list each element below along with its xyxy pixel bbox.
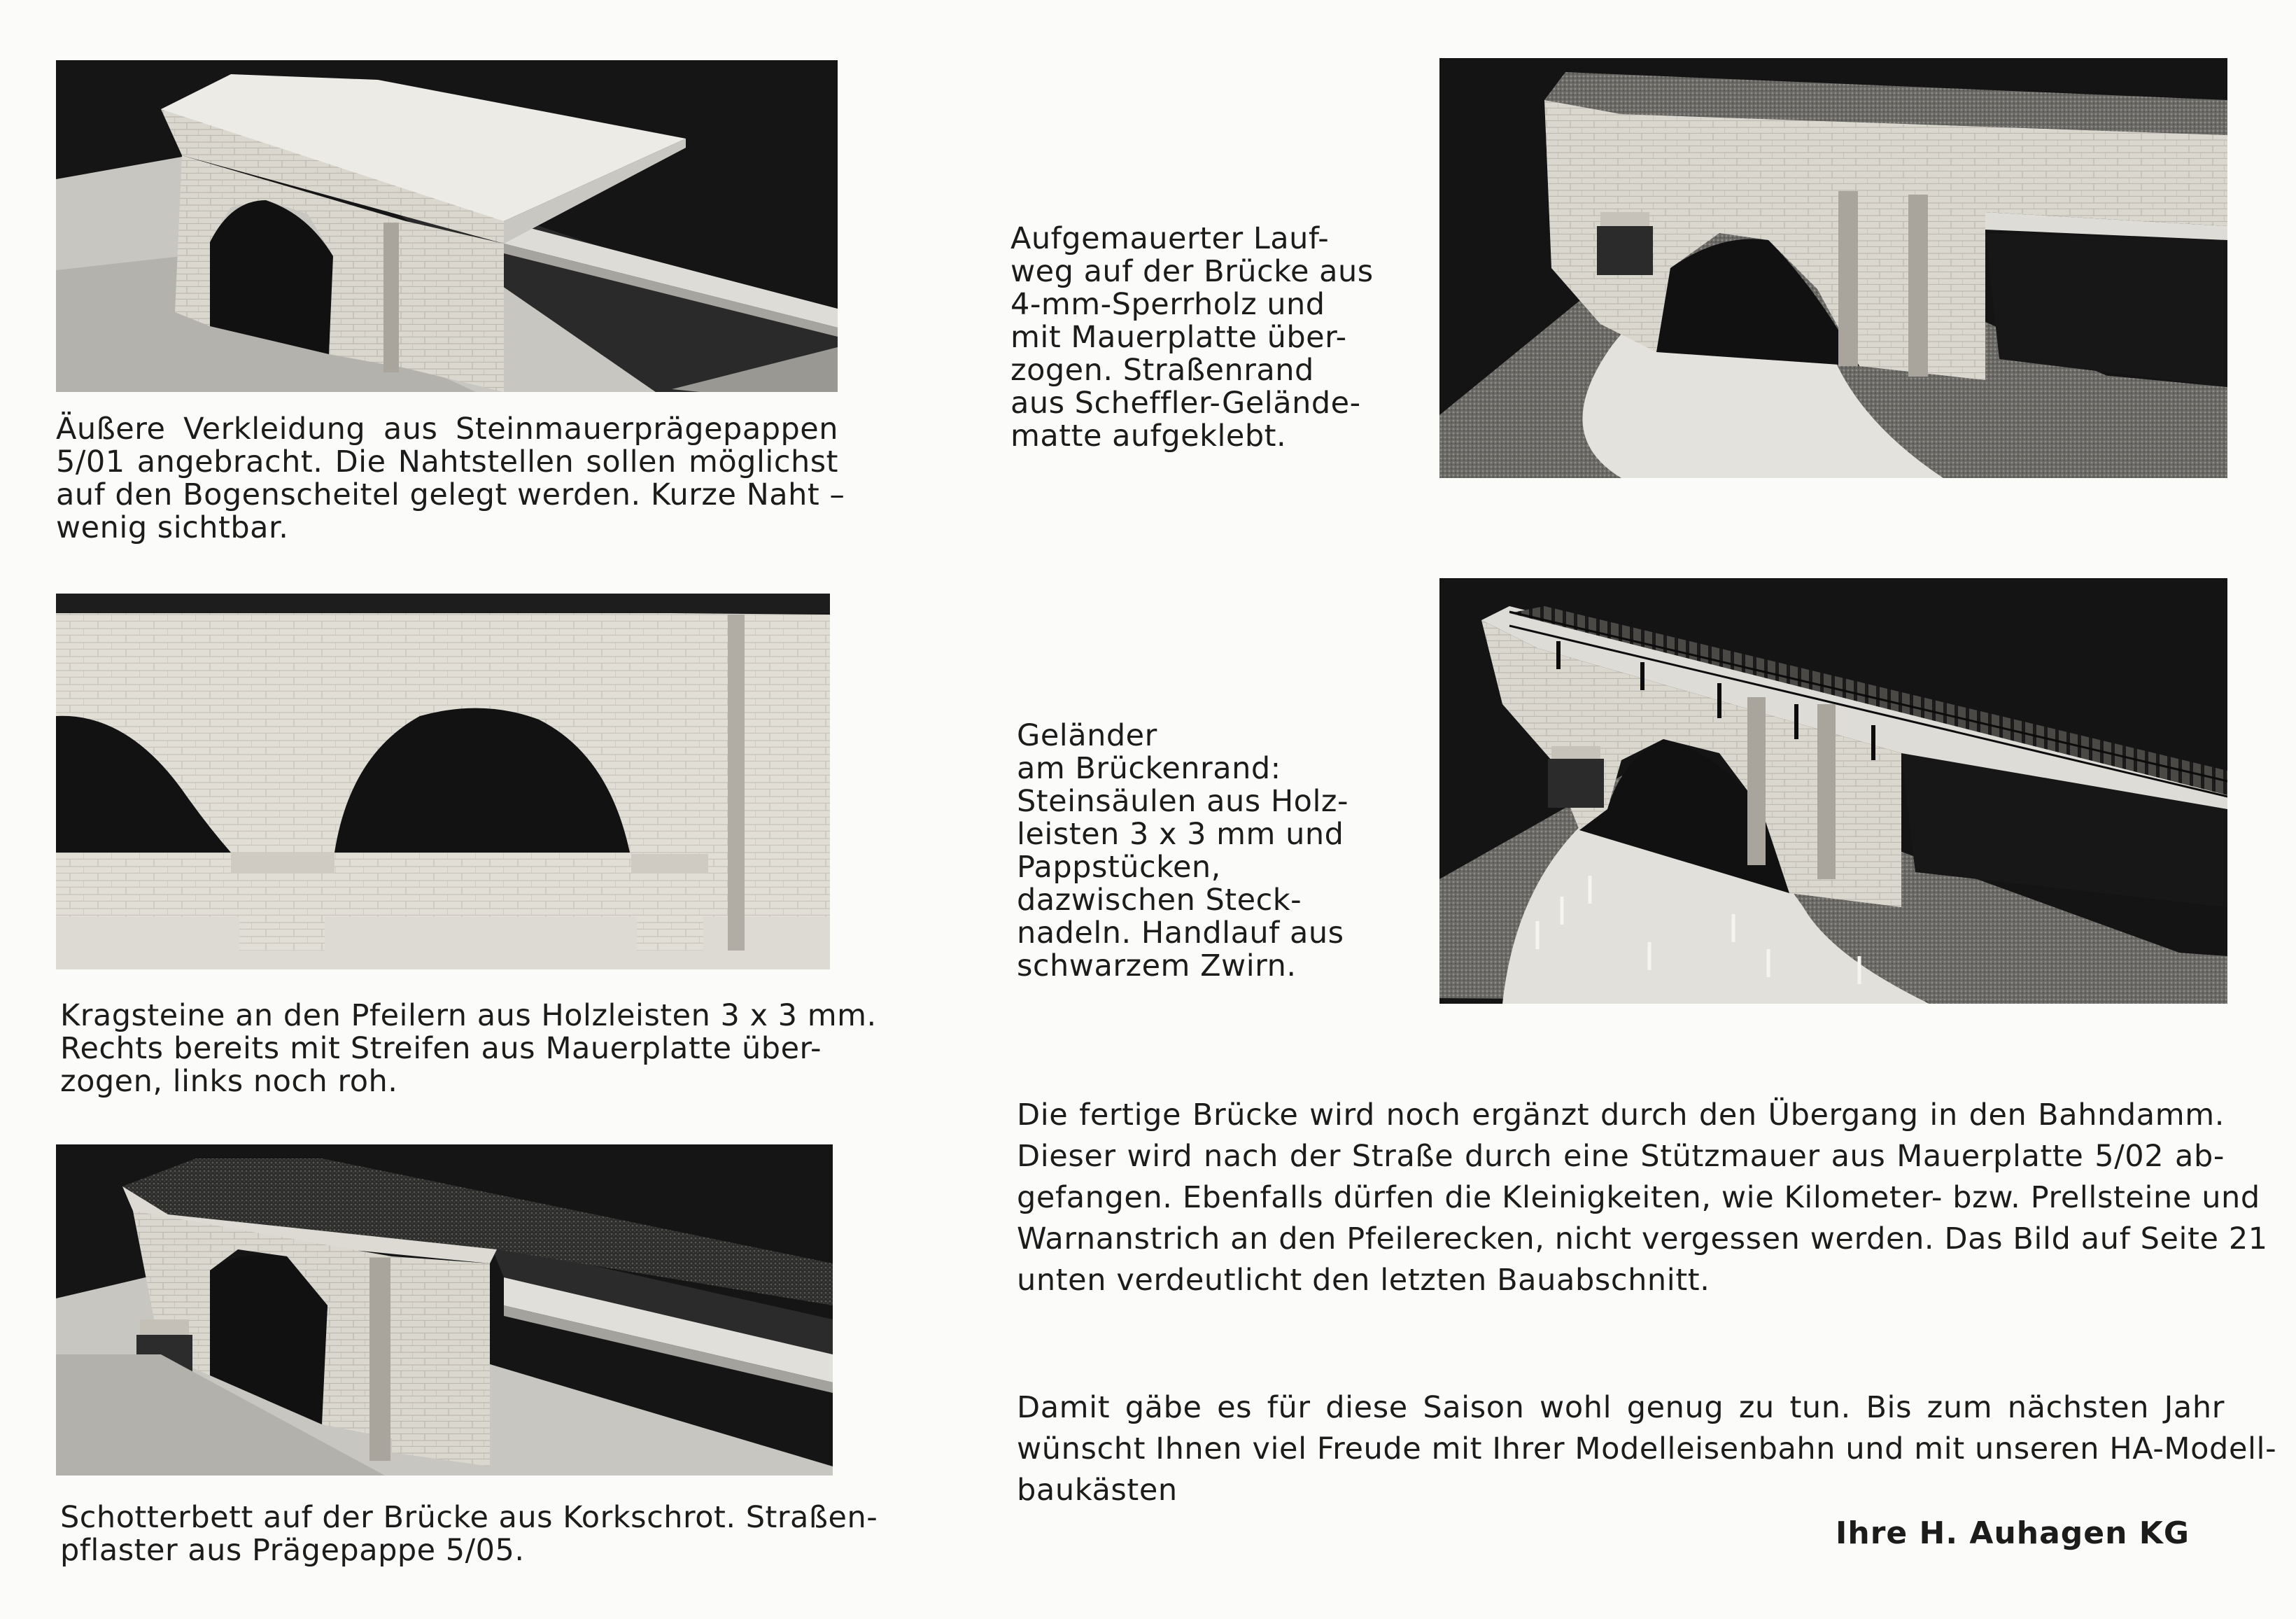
paragraph-closing: [1017, 1387, 2277, 1511]
caption-photo-2: [60, 998, 877, 1099]
paragraph-line: wünscht Ihnen viel Freude mit Ihrer Modelleisenbahn und mit unseren HA-Modell-: [1017, 1431, 2277, 1466]
caption-line: auf den Bogenscheitel gelegt werden. Kurze Naht –: [56, 477, 845, 512]
caption-line: Schotterbett auf der Brücke aus Korkschrot. Straßen-: [60, 1500, 878, 1535]
paragraph-line: unten verdeutlicht den letzten Bauabschnitt.: [1017, 1263, 1710, 1298]
caption-line: dazwischen Steck-: [1017, 883, 1302, 918]
caption-line: schwarzem Zwirn.: [1017, 948, 1297, 983]
signature: Ihre H. Auhagen KG: [1836, 1515, 2190, 1551]
caption-line: weg auf der Brücke aus: [1010, 254, 1374, 289]
paragraph-line: gefangen. Ebenfalls dürfen die Kleinigkeiten, wie Kilometer- bzw. Prellsteine und: [1017, 1180, 2260, 1215]
caption-photo-1: [56, 412, 845, 545]
photo-bridge-walkway: [1439, 58, 2227, 478]
caption-line: zogen, links noch roh.: [60, 1064, 398, 1099]
paragraph-line: baukästen: [1017, 1473, 1178, 1508]
paragraph-line: Die fertige Brücke wird noch ergänzt durch den Übergang in den Bahndamm.: [1017, 1098, 2225, 1133]
caption-line: Aufgemauerter Lauf-: [1010, 221, 1330, 256]
caption-line: mit Mauerplatte über-: [1010, 320, 1347, 355]
paragraph-final-assembly: [1017, 1095, 2268, 1301]
caption-line: Geländer: [1017, 718, 1157, 753]
caption-line: 4-mm-Sperrholz und: [1010, 287, 1325, 322]
caption-line: aus Scheffler-Gelände-: [1010, 386, 1361, 421]
caption-line: Pappstücken,: [1017, 850, 1221, 885]
caption-photo-4: [1010, 223, 1374, 453]
caption-line: pflaster aus Prägepappe 5/05.: [60, 1533, 525, 1568]
paragraph-line: Warnanstrich an den Pfeilerecken, nicht vergessen werden. Das Bild auf Seite 21: [1017, 1221, 2268, 1256]
photo-bridge-cladding: [56, 60, 838, 392]
caption-line: nadeln. Handlauf aus: [1017, 916, 1344, 951]
caption-line: leisten 3 x 3 mm und: [1017, 817, 1344, 852]
caption-photo-5: [1017, 720, 1381, 983]
caption-line: matte aufgeklebt.: [1010, 419, 1287, 454]
caption-photo-3: [60, 1500, 878, 1568]
photo-bridge-railing: [1439, 578, 2227, 1004]
photo-bridge-piers: [56, 594, 830, 969]
caption-line: Steinsäulen aus Holz-: [1017, 784, 1348, 819]
caption-line: Kragsteine an den Pfeilern aus Holzleisten 3 x 3 mm.: [60, 998, 877, 1033]
caption-line: Äußere Verkleidung aus Steinmauerprägepappen: [56, 412, 838, 447]
caption-line: zogen. Straßenrand: [1010, 353, 1314, 388]
paragraph-line: Damit gäbe es für diese Saison wohl genug zu tun. Bis zum nächsten Jahr: [1017, 1390, 2225, 1425]
photo-bridge-ballast: [56, 1144, 833, 1476]
paragraph-line: Dieser wird nach der Straße durch eine Stützmauer aus Mauerplatte 5/02 ab-: [1017, 1139, 2225, 1174]
caption-line: wenig sichtbar.: [56, 510, 289, 545]
caption-line: Rechts bereits mit Streifen aus Mauerplatte über-: [60, 1031, 822, 1066]
caption-line: 5/01 angebracht. Die Nahtstellen sollen möglichst: [56, 444, 838, 479]
caption-line: am Brückenrand:: [1017, 751, 1281, 786]
